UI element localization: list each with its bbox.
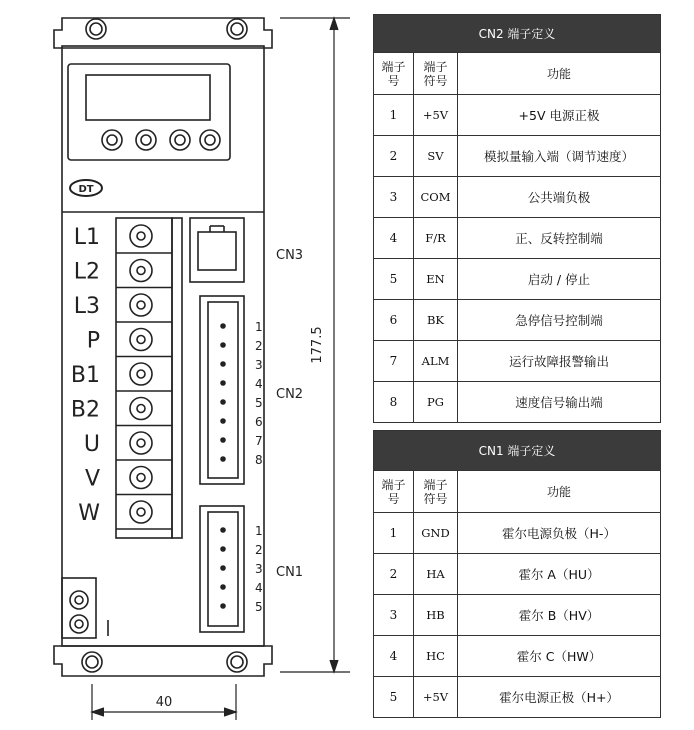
terminal-screw <box>130 432 152 454</box>
function-cell: 霍尔 B（HV） <box>458 595 661 636</box>
terminal-label: B1 <box>70 363 100 388</box>
terminal-screw-center <box>137 474 145 482</box>
terminal-number-cell: 2 <box>374 554 414 595</box>
cn2-label: CN2 <box>276 387 304 402</box>
terminal-symbol-cell: HB <box>414 595 458 636</box>
pin-number: 3 <box>255 562 263 576</box>
table-row <box>374 513 661 554</box>
cn3-connector <box>190 218 244 282</box>
cn2-table-title: CN2 端子定义 <box>374 15 661 53</box>
terminal-screw-center <box>137 370 145 378</box>
cn1-definition-table <box>373 430 661 718</box>
table-row <box>374 554 661 595</box>
header-function: 功能 <box>458 471 661 513</box>
terminal-number-cell: 5 <box>374 259 414 300</box>
table-row <box>374 677 661 718</box>
terminal-number-cell: 3 <box>374 595 414 636</box>
connector-pin <box>221 585 225 589</box>
table-row <box>374 218 661 259</box>
function-cell: 霍尔电源正极（H+） <box>458 677 661 718</box>
function-cell: 霍尔 A（HU） <box>458 554 661 595</box>
terminal-screw-center <box>137 405 145 413</box>
terminal-screw-center <box>137 301 145 309</box>
pin-number: 5 <box>255 600 263 614</box>
cn2-header-row <box>374 53 661 95</box>
terminal-symbol-cell: HA <box>414 554 458 595</box>
terminal-label: P <box>86 328 100 354</box>
terminal-number-cell: 5 <box>374 677 414 718</box>
pin-number: 4 <box>255 581 263 595</box>
terminal-symbol-cell: GND <box>414 513 458 554</box>
connector-pin <box>221 324 225 328</box>
connector-pin <box>221 604 225 608</box>
top-left-mounting-screw <box>86 19 106 39</box>
terminal-label: L1 <box>73 225 100 250</box>
table-row <box>374 382 661 423</box>
terminal-label: V <box>84 466 100 492</box>
table-row <box>374 636 661 677</box>
function-cell: 运行故障报警输出 <box>458 341 661 382</box>
terminal-label: B2 <box>70 397 100 423</box>
terminal-number-cell: 8 <box>374 382 414 423</box>
function-cell: 霍尔 C（HW） <box>458 636 661 677</box>
terminal-number-cell: 4 <box>374 636 414 677</box>
terminal-label: L3 <box>73 294 100 319</box>
terminal-screw <box>130 225 152 247</box>
connector-pin <box>221 419 225 423</box>
connector-pin <box>221 547 225 551</box>
terminal-symbol-cell: BK <box>414 300 458 341</box>
cn2-definition-table <box>373 14 661 423</box>
terminal-symbol-cell: ALM <box>414 341 458 382</box>
connector-pin <box>221 457 225 461</box>
pin-number: 4 <box>255 377 263 391</box>
terminal-screw-center <box>137 232 145 240</box>
terminal-symbol-cell: +5V <box>414 95 458 136</box>
table-row <box>374 95 661 136</box>
top-right-mounting-screw <box>227 19 247 39</box>
terminal-label: W <box>78 501 100 526</box>
terminal-symbol-cell: F/R <box>414 218 458 259</box>
bottom-right-mounting-screw <box>227 652 247 672</box>
pin-number: 1 <box>255 524 263 538</box>
terminal-screws <box>116 225 172 529</box>
key-button <box>102 130 122 150</box>
terminal-number-cell: 4 <box>374 218 414 259</box>
terminal-screw <box>130 467 152 489</box>
bottom-left-mounting-screw <box>82 652 102 672</box>
terminal-screw-center <box>137 336 145 344</box>
connector-pin <box>221 400 225 404</box>
terminal-number-cell: 3 <box>374 177 414 218</box>
power-terminal-block <box>116 218 182 538</box>
function-cell: 霍尔电源负极（H-） <box>458 513 661 554</box>
header-terminal-symbol: 端子 符号 <box>414 53 458 95</box>
pin-number: 2 <box>255 543 263 557</box>
terminal-number-cell: 6 <box>374 300 414 341</box>
terminal-symbol-cell: EN <box>414 259 458 300</box>
connector-pin <box>221 566 225 570</box>
terminal-symbol-cell: COM <box>414 177 458 218</box>
cn1-header-row <box>374 471 661 513</box>
function-cell: 速度信号输出端 <box>458 382 661 423</box>
terminal-screw <box>130 329 152 351</box>
brand-logo-text: DT <box>78 184 94 195</box>
connector-pin <box>221 362 225 366</box>
connector-pin <box>221 528 225 532</box>
function-cell: 模拟量输入端（调节速度） <box>458 136 661 177</box>
terminal-number-cell: 1 <box>374 95 414 136</box>
table-row <box>374 595 661 636</box>
terminal-symbol-cell: HC <box>414 636 458 677</box>
table-row <box>374 136 661 177</box>
connector-pin <box>221 381 225 385</box>
terminal-symbol-cell: +5V <box>414 677 458 718</box>
cn3-label: CN3 <box>276 248 304 263</box>
terminal-screw-center <box>137 439 145 447</box>
terminal-screw <box>130 398 152 420</box>
width-dimension-value: 40 <box>155 695 173 710</box>
power-terminal-labels <box>71 225 100 526</box>
header-terminal-symbol: 端子 符号 <box>414 471 458 513</box>
terminal-screw <box>130 363 152 385</box>
keypad-buttons <box>102 130 220 150</box>
brand-logo <box>70 180 102 196</box>
function-cell: 公共端负极 <box>458 177 661 218</box>
cn1-label: CN1 <box>276 565 304 580</box>
function-cell: 启动 / 停止 <box>458 259 661 300</box>
pin-number: 2 <box>255 339 263 353</box>
terminal-symbol-cell: PG <box>414 382 458 423</box>
table-row <box>374 341 661 382</box>
terminal-screw <box>130 294 152 316</box>
display-panel <box>68 64 230 160</box>
cn1-pin-numbers <box>255 524 263 614</box>
key-button <box>170 130 190 150</box>
terminal-label: L2 <box>73 259 100 285</box>
function-cell: 急停信号控制端 <box>458 300 661 341</box>
key-button <box>136 130 156 150</box>
cn2-connector <box>200 296 244 484</box>
terminal-symbol-cell: SV <box>414 136 458 177</box>
ground-terminal-block <box>62 578 108 638</box>
terminal-screw-center <box>137 267 145 275</box>
terminal-screw <box>130 260 152 282</box>
cn1-table-title: CN1 端子定义 <box>374 431 661 471</box>
cn2-pin-numbers <box>255 320 263 467</box>
header-function: 功能 <box>458 53 661 95</box>
header-terminal-number: 端子 号 <box>374 471 414 513</box>
pin-number: 6 <box>255 415 263 429</box>
pin-number: 5 <box>255 396 263 410</box>
table-row <box>374 177 661 218</box>
terminal-label: U <box>83 432 100 457</box>
connector-pin <box>221 343 225 347</box>
pin-number: 1 <box>255 320 263 334</box>
cn1-connector <box>200 506 244 632</box>
lcd-screen <box>86 75 210 120</box>
function-cell: +5V 电源正极 <box>458 95 661 136</box>
terminal-number-cell: 7 <box>374 341 414 382</box>
key-button <box>200 130 220 150</box>
terminal-screw <box>130 501 152 523</box>
terminal-number-cell: 1 <box>374 513 414 554</box>
table-row <box>374 300 661 341</box>
pin-number: 3 <box>255 358 263 372</box>
terminal-screw-center <box>137 508 145 516</box>
connector-pin <box>221 438 225 442</box>
pin-number: 7 <box>255 434 263 448</box>
function-cell: 正、反转控制端 <box>458 218 661 259</box>
height-dimension-value: 177.5 <box>310 326 325 364</box>
table-row <box>374 259 661 300</box>
header-terminal-number: 端子 号 <box>374 53 414 95</box>
terminal-number-cell: 2 <box>374 136 414 177</box>
pin-number: 8 <box>255 453 263 467</box>
